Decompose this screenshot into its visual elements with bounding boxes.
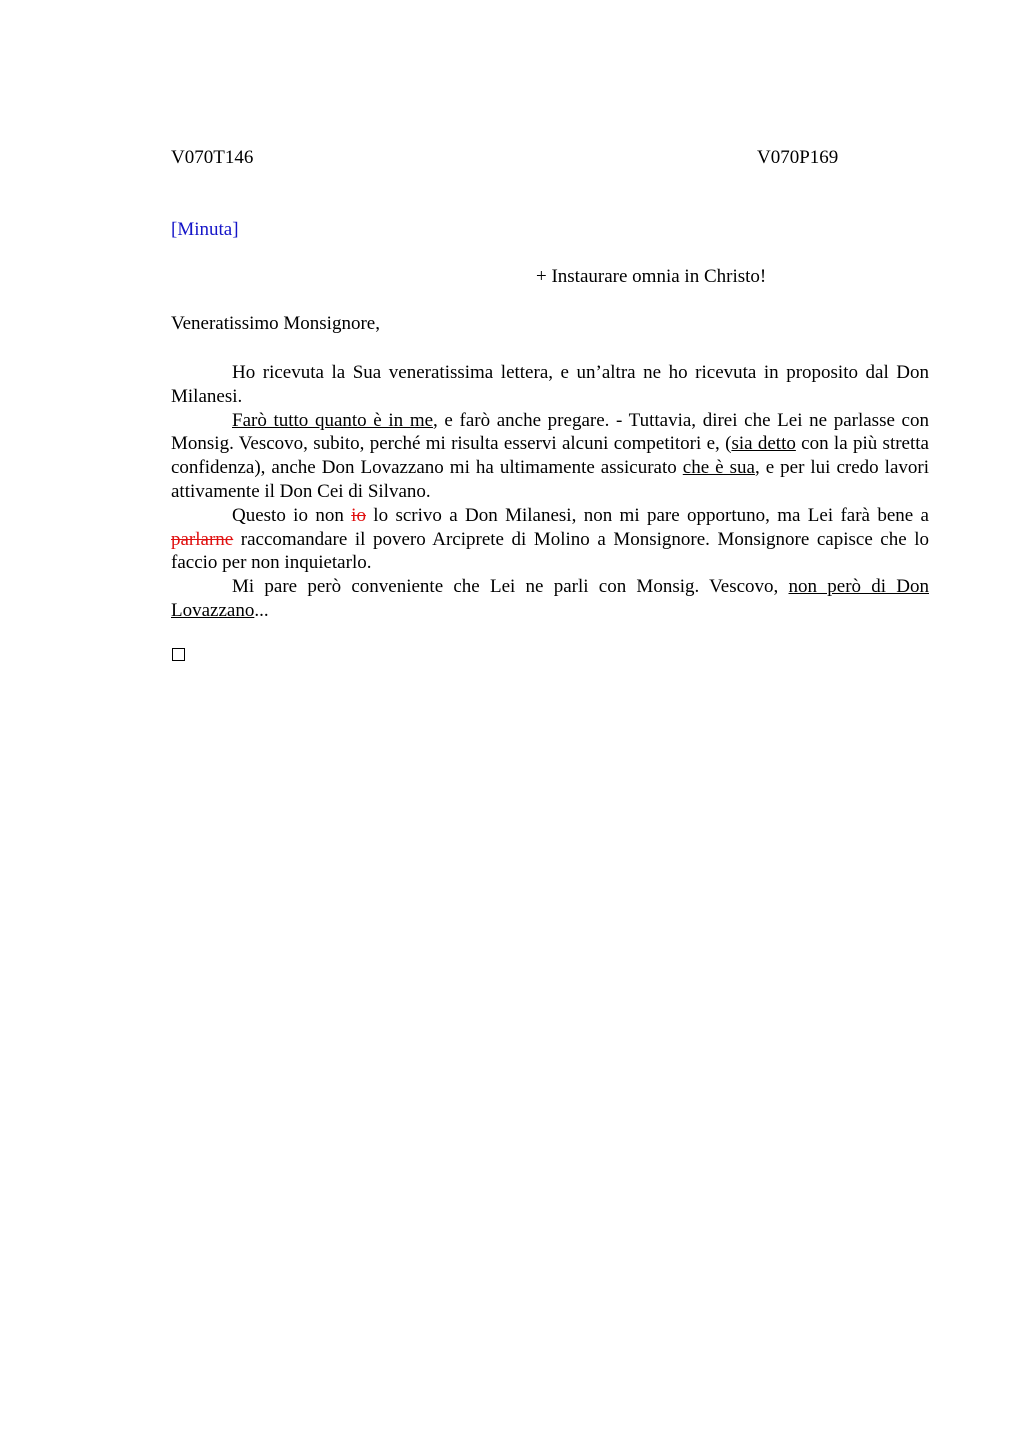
document-code-right: V070P169 (757, 147, 839, 168)
salutation: Veneratissimo Monsignore, (171, 313, 380, 334)
underlined-text: non però di Don Lovazzano (171, 576, 929, 621)
underlined-text: sia detto (731, 433, 796, 455)
paragraph-2: Farò tutto quanto è in me, e farò anche pregare. - Tuttavia, direi che Lei ne parlasse con Monsig. Vescovo, subito, perché mi risulta esservi alcuni competitori e, (sia detto con la più stretta confidenza), anche Don Lovazzano mi ha ultimamente assicurato che è sua, e per lui credo lavori attivamente il Don Cei di Silvano. (171, 409, 929, 502)
struck-text: parlarne (171, 528, 234, 550)
motto: + Instaurare omnia in Christo! (536, 266, 767, 287)
draft-label: [Minuta] (171, 219, 239, 240)
paragraph-3: Questo io non io lo scrivo a Don Milanesi, non mi pare opportuno, ma Lei farà bene a parlarne raccomandare il povero Arciprete di Molino a Monsignore. Monsignore capisce che lo faccio per non inquietarlo. (171, 504, 929, 574)
letter-body (171, 361, 929, 623)
end-square-icon (172, 648, 185, 661)
underlined-text: che è sua (682, 457, 755, 479)
underlined-text: Farò tutto quanto è in me (232, 409, 434, 431)
paragraph-1: Ho ricevuta la Sua veneratissima lettera, e un’altra ne ho ricevuta in proposito dal Don Milanesi. (171, 362, 929, 407)
struck-text: io (351, 504, 366, 526)
paragraph-4: Mi pare però conveniente che Lei ne parli con Monsig. Vescovo, non però di Don Lovazzano... (171, 576, 929, 621)
document-code-left: V070T146 (171, 147, 254, 168)
